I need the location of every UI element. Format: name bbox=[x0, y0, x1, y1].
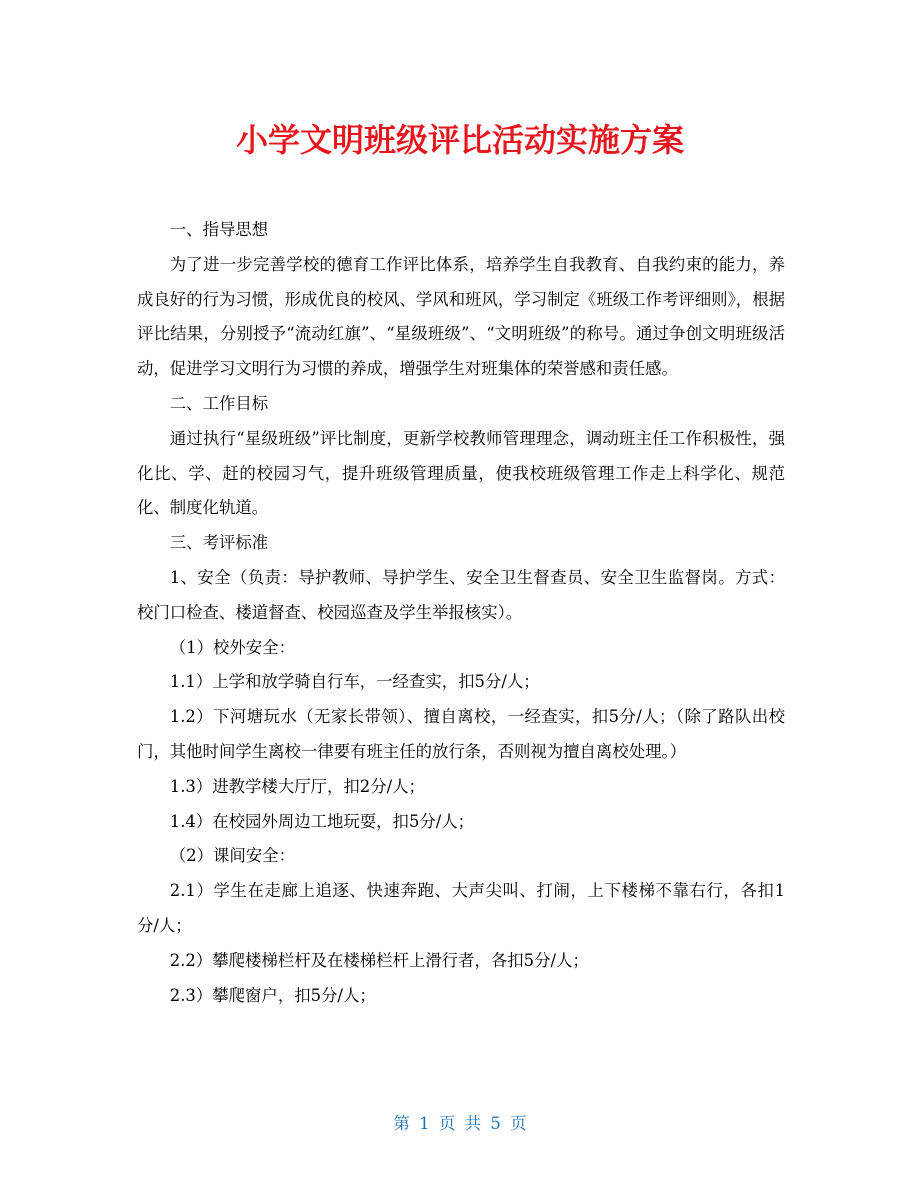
subheading-break-safety: （2）课间安全： bbox=[169, 846, 295, 866]
list-item-1-4: 1.4）在校园外周边工地玩耍，扣5分/人； bbox=[169, 811, 475, 831]
list-item-2-3: 2.3）攀爬窗户，扣5分/人； bbox=[169, 985, 376, 1005]
list-item-1-2: 1.2）下河塘玩水（无家长带领）、擅自离校，一经查实，扣5分/人；（除了路队出校门，其他时间学生离校一律要有班主任的放行条，否则视为擅自离校处理。） bbox=[137, 707, 785, 761]
document-body bbox=[137, 213, 785, 1013]
paragraph-work-goal: 通过执行“星级班级”评比制度，更新学校教师管理理念，调动班主任工作积极性，强化比、学、赶的校园习气，提升班级管理质量，使我校班级管理工作走上科学化、规范化、制度化轨道。 bbox=[137, 428, 785, 518]
paragraph-safety: 1、安全（负责：导护教师、导护学生、安全卫生督查员、安全卫生监督岗。方式：校门口检查、楼道督查、校园巡查及学生举报核实）。 bbox=[137, 567, 785, 622]
document-title: 小学文明班级评比活动实施方案 bbox=[235, 121, 684, 159]
section-heading-guiding-ideology: 一、指导思想 bbox=[169, 220, 269, 239]
section-heading-evaluation-criteria: 三、考评标准 bbox=[169, 533, 269, 553]
subheading-outside-safety: （1）校外安全： bbox=[169, 637, 295, 657]
list-item-2-2: 2.2）攀爬楼梯栏杆及在楼梯栏杆上滑行者，各扣5分/人； bbox=[169, 950, 589, 970]
paragraph-guiding-ideology: 为了进一步完善学校的德育工作评比体系，培养学生自我教育、自我约束的能力，养成良好的行为习惯，形成优良的校风、学风和班风，学习制定《班级工作考评细则》，根据评比结果，分别授予“流动红旗”、“星级班级”、“文明班级”的称号。通过争创文明班级活动，促进学习文明行为习惯的养成，增强学生对班集体的荣誉感和责任感。 bbox=[137, 254, 785, 379]
page-number-footer: 第 1 页 共 5 页 bbox=[393, 1114, 527, 1133]
list-item-1-1: 1.1）上学和放学骑自行车，一经查实，扣5分/人； bbox=[169, 672, 540, 692]
list-item-2-1: 2.1）学生在走廊上追逐、快速奔跑、大声尖叫、打闹，上下楼梯不靠右行，各扣1分/人； bbox=[137, 881, 785, 935]
section-heading-work-goal: 二、工作目标 bbox=[169, 393, 269, 413]
list-item-1-3: 1.3）进教学楼大厅厅，扣2分/人； bbox=[169, 776, 425, 796]
